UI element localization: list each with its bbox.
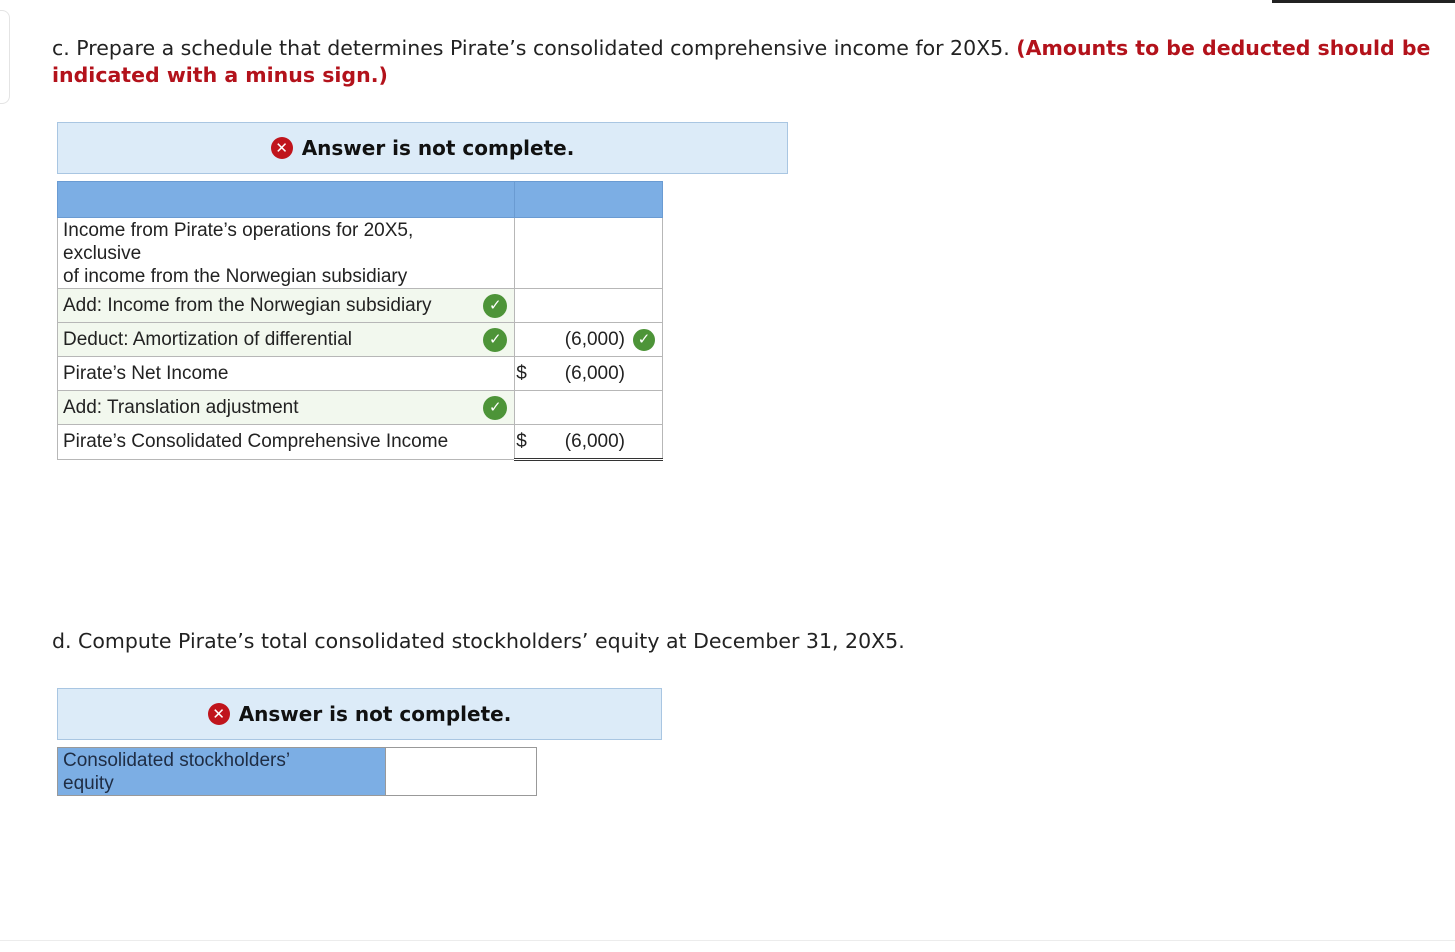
part-c-prompt-text: c. Prepare a schedule that determines Pirate’s consolidated comprehensive income for 20X5. bbox=[52, 36, 1010, 60]
left-edge-tab bbox=[0, 10, 10, 104]
net-income-label-text: Pirate’s Net Income bbox=[63, 362, 229, 384]
schedule-row-comprehensive-income bbox=[58, 425, 663, 460]
comprehensive-income-label-text: Pirate’s Consolidated Comprehensive Income bbox=[63, 431, 449, 452]
check-circle-icon: ✓ bbox=[633, 329, 655, 351]
net-income-amount-value: (6,000) bbox=[564, 362, 625, 384]
x-circle-icon: ✕ bbox=[208, 703, 230, 725]
stockholders-equity-label-line2: equity bbox=[63, 772, 114, 794]
bottom-divider bbox=[0, 940, 1455, 941]
amortization-amount-input[interactable] bbox=[515, 323, 663, 357]
check-circle-icon: ✓ bbox=[483, 396, 507, 420]
subsidiary-income-amount-input[interactable] bbox=[515, 289, 663, 323]
part-c-banner-text: Answer is not complete. bbox=[301, 136, 575, 160]
schedule-header-label-cell bbox=[58, 182, 515, 218]
stockholders-equity-label bbox=[58, 748, 386, 796]
operations-income-amount-input[interactable] bbox=[515, 218, 663, 289]
stockholders-equity-table bbox=[57, 747, 537, 796]
net-income-label bbox=[58, 357, 515, 391]
operations-income-label[interactable] bbox=[58, 218, 515, 289]
operations-income-label-line2: exclusive bbox=[63, 242, 142, 264]
x-circle-icon: ✕ bbox=[271, 137, 293, 159]
comprehensive-income-label bbox=[58, 425, 515, 460]
schedule-header-row bbox=[58, 182, 663, 218]
amortization-label-text: Deduct: Amortization of differential bbox=[63, 328, 353, 350]
amortization-label[interactable] bbox=[58, 323, 515, 357]
schedule-row-amortization bbox=[58, 323, 663, 357]
part-d-banner-text: Answer is not complete. bbox=[238, 702, 512, 726]
part-d-status-banner bbox=[57, 688, 662, 740]
part-d-prompt: d. Compute Pirate’s total consolidated stockholders’ equity at December 31, 20X5. bbox=[52, 629, 905, 653]
operations-income-label-line3: of income from the Norwegian subsidiary bbox=[63, 265, 408, 287]
schedule-header-amount-cell bbox=[515, 182, 663, 218]
schedule-row-operations-income bbox=[58, 218, 663, 289]
translation-adjustment-label[interactable] bbox=[58, 391, 515, 425]
currency-symbol: $ bbox=[516, 362, 527, 384]
schedule-row-translation-adjustment bbox=[58, 391, 663, 425]
net-income-amount bbox=[515, 357, 663, 391]
comprehensive-income-amount-value: (6,000) bbox=[564, 430, 625, 452]
comprehensive-income-amount bbox=[515, 425, 663, 460]
check-circle-icon: ✓ bbox=[483, 294, 507, 318]
stockholders-equity-amount-input[interactable] bbox=[386, 748, 537, 796]
operations-income-label-line1: Income from Pirate’s operations for 20X5, bbox=[63, 219, 414, 241]
schedule-row-net-income bbox=[58, 357, 663, 391]
part-c-prompt bbox=[52, 35, 1442, 89]
translation-adjustment-label-text: Add: Translation adjustment bbox=[63, 396, 299, 418]
stockholders-equity-label-line1: Consolidated stockholders’ bbox=[63, 749, 291, 771]
amortization-amount-value: (6,000) bbox=[564, 328, 625, 350]
part-c-prompt-emphasis: (Amounts to be deducted should be indicated with a minus sign.) bbox=[52, 36, 1431, 87]
subsidiary-income-label-text: Add: Income from the Norwegian subsidiary bbox=[63, 294, 432, 316]
top-edge-bar bbox=[1272, 0, 1455, 3]
schedule-row-subsidiary-income bbox=[58, 289, 663, 323]
check-circle-icon: ✓ bbox=[483, 328, 507, 352]
comprehensive-income-schedule bbox=[57, 181, 663, 461]
translation-adjustment-amount-input[interactable] bbox=[515, 391, 663, 425]
stockholders-equity-row bbox=[58, 748, 537, 796]
subsidiary-income-label[interactable] bbox=[58, 289, 515, 323]
currency-symbol: $ bbox=[516, 430, 527, 452]
part-c-status-banner bbox=[57, 122, 788, 174]
